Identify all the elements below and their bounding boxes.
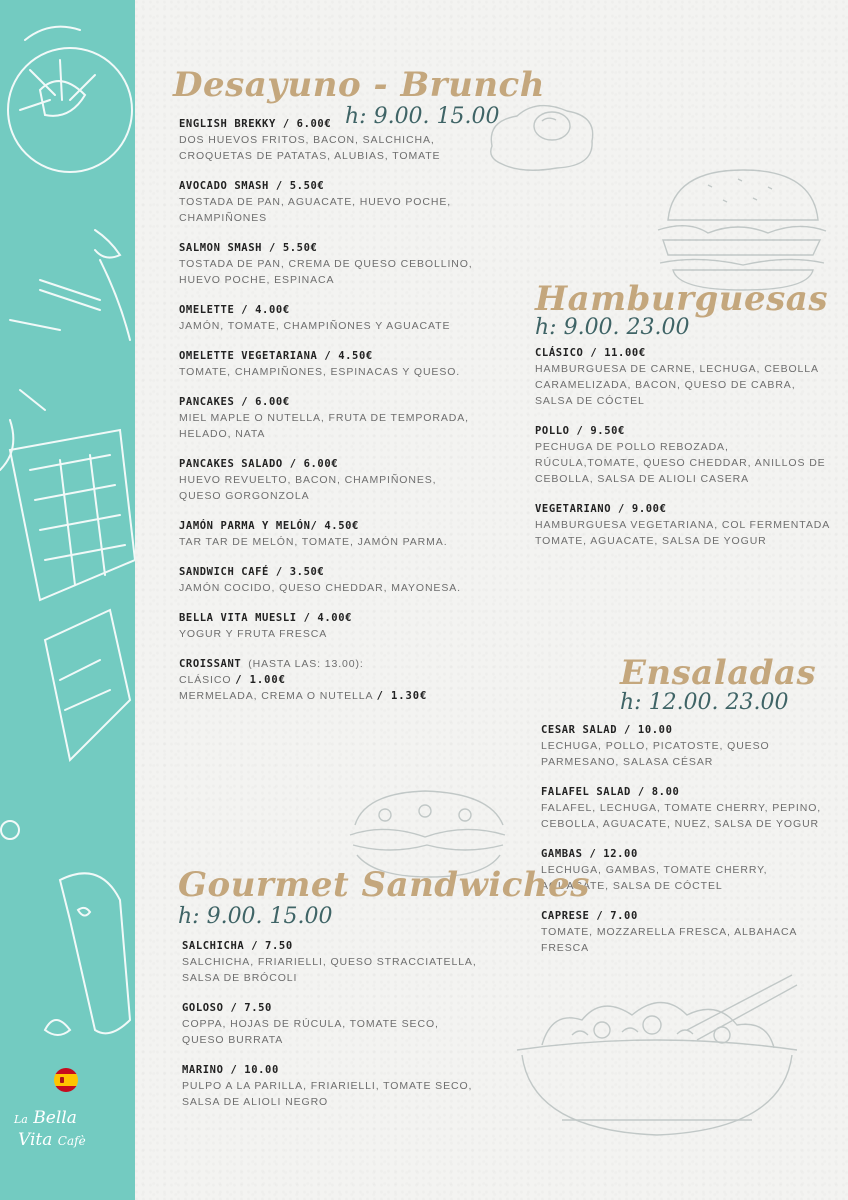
item-description: TOMATE, MOZZARELLA FRESCA, ALBAHACA FRESCA <box>541 926 797 954</box>
item-title: PANCAKES SALADO / 6.00€ <box>179 458 339 470</box>
item-description: TOSTADA DE PAN, CREMA DE QUESO CEBOLLINO, HUEVO POCHE, ESPINACA <box>179 258 473 286</box>
menu-item <box>179 394 479 442</box>
item-title: OMELETTE VEGETARIANA / 4.50€ <box>179 350 373 362</box>
menu-item <box>179 564 479 596</box>
item-title <box>179 656 479 672</box>
spain-flag-icon[interactable] <box>54 1068 78 1092</box>
item-title: CESAR SALAD / 10.00 <box>541 724 673 736</box>
menu-item <box>535 345 835 409</box>
logo-vita: Vita <box>18 1130 53 1150</box>
item-title: SALMON SMASH / 5.50€ <box>179 242 318 254</box>
menu-item <box>179 116 479 164</box>
menu-item <box>182 1062 482 1110</box>
item-title: VEGETARIANO / 9.00€ <box>535 503 667 515</box>
menu-item <box>182 938 482 986</box>
menu-item <box>541 722 831 770</box>
item-description: LECHUGA, GAMBAS, TOMATE CHERRY, AGUACATE, SALSA DE CÓCTEL <box>541 864 768 892</box>
sandwiches-title: Gourmet Sandwiches <box>178 865 590 905</box>
item-description: TOMATE, CHAMPIÑONES, ESPINACAS Y QUESO. <box>179 366 461 378</box>
croissant-title: CROISSANT <box>179 658 242 670</box>
croissant-line1: CLÁSICO <box>179 674 232 686</box>
item-description: SALCHICHA, FRIARIELLI, QUESO STRACCIATELLA, SALSA DE BRÓCOLI <box>182 956 477 984</box>
item-description: HAMBURGUESA VEGETARIANA, COL FERMENTADA TOMATE, AGUACATE, SALSA DE YOGUR <box>535 519 830 547</box>
menu-item <box>179 302 479 334</box>
item-title: CLÁSICO / 11.00€ <box>535 347 646 359</box>
item-title: SALCHICHA / 7.50 <box>182 940 293 952</box>
sandwiches-menu <box>182 938 482 1124</box>
croissant-price1: / 1.00€ <box>235 674 286 686</box>
item-description: COPPA, HOJAS DE RÚCULA, TOMATE SECO, QUESO BURRATA <box>182 1018 439 1046</box>
item-description: PULPO A LA PARILLA, FRIARIELLI, TOMATE SECO, SALSA DE ALIOLI NEGRO <box>182 1080 473 1108</box>
item-description: DOS HUEVOS FRITOS, BACON, SALCHICHA, CROQUETAS DE PATATAS, ALUBIAS, TOMATE <box>179 134 441 162</box>
menu-item <box>535 423 835 487</box>
item-description: TAR TAR DE MELÓN, TOMATE, JAMÓN PARMA. <box>179 536 448 548</box>
fried-egg-illustration <box>482 96 602 176</box>
salads-menu <box>541 722 831 970</box>
menu-item <box>179 610 479 642</box>
menu-item <box>179 178 479 226</box>
menu-item <box>541 784 831 832</box>
sandwiches-hours: h: 9.00. 15.00 <box>178 904 333 929</box>
burgers-title: Hamburguesas <box>535 279 828 319</box>
menu-item <box>182 1000 482 1048</box>
brunch-hours: h: 9.00. 15.00 <box>345 104 500 129</box>
menu-item <box>179 518 479 550</box>
menu-item-croissant <box>179 656 479 704</box>
item-description: TOSTADA DE PAN, AGUACATE, HUEVO POCHE, CHAMPIÑONES <box>179 196 452 224</box>
item-description: JAMÓN COCIDO, QUESO CHEDDAR, MAYONESA. <box>179 582 461 594</box>
item-title: BELLA VITA MUESLI / 4.00€ <box>179 612 353 624</box>
menu-item <box>535 501 835 549</box>
logo-la: La <box>14 1113 28 1126</box>
item-description <box>179 688 479 704</box>
food-doodle-illustration <box>0 0 135 1200</box>
item-description: HUEVO REVUELTO, BACON, CHAMPIÑONES, QUESO GORGONZOLA <box>179 474 437 502</box>
logo-bella: Bella <box>33 1108 77 1128</box>
croissant-note: (HASTA LAS: 13.00): <box>248 658 364 670</box>
menu-item <box>179 240 479 288</box>
menu-item <box>179 456 479 504</box>
logo-cafe: Cafè <box>57 1134 86 1148</box>
croissant-price2: / 1.30€ <box>376 690 428 702</box>
salads-title: Ensaladas <box>620 653 817 693</box>
item-title: GAMBAS / 12.00 <box>541 848 638 860</box>
burgers-menu <box>535 345 835 563</box>
item-title: MARINO / 10.00 <box>182 1064 279 1076</box>
salads-hours: h: 12.00. 23.00 <box>620 690 789 715</box>
sidebar <box>0 0 135 1200</box>
item-description: FALAFEL, LECHUGA, TOMATE CHERRY, PEPINO, CEBOLLA, AGUACATE, NUEZ, SALSA DE YOGUR <box>541 802 822 830</box>
burger-illustration <box>648 165 833 295</box>
item-description: JAMÓN, TOMATE, CHAMPIÑONES Y AGUACATE <box>179 320 451 332</box>
item-title: PANCAKES / 6.00€ <box>179 396 290 408</box>
item-title: GOLOSO / 7.50 <box>182 1002 272 1014</box>
item-title: JAMÓN PARMA Y MELÓN/ 4.50€ <box>179 520 359 532</box>
item-description: HAMBURGUESA DE CARNE, LECHUGA, CEBOLLA CARAMELIZADA, BACON, QUESO DE CABRA, SALSA DE CÓCTEL <box>535 363 819 407</box>
brunch-menu <box>179 116 479 718</box>
item-description: LECHUGA, POLLO, PICATOSTE, QUESO PARMESANO, SALASA CÉSAR <box>541 740 770 768</box>
menu-item <box>541 908 831 956</box>
salad-bowl-illustration <box>512 970 802 1145</box>
brunch-title: Desayuno - Brunch <box>173 65 545 105</box>
burgers-hours: h: 9.00. 23.00 <box>535 315 690 340</box>
item-title: CAPRESE / 7.00 <box>541 910 638 922</box>
item-title: ENGLISH BREKKY / 6.00€ <box>179 118 332 130</box>
item-description: YOGUR Y FRUTA FRESCA <box>179 628 328 640</box>
item-description: MIEL MAPLE O NUTELLA, FRUTA DE TEMPORADA, HELADO, NATA <box>179 412 469 440</box>
item-title: OMELETTE / 4.00€ <box>179 304 290 316</box>
item-description: PECHUGA DE POLLO REBOZADA, RÚCULA,TOMATE, QUESO CHEDDAR, ANILLOS DE CEBOLLA, SALSA DE ALIOLI CASERA <box>535 441 826 485</box>
item-description <box>179 672 479 688</box>
item-title: FALAFEL SALAD / 8.00 <box>541 786 680 798</box>
item-title: POLLO / 9.50€ <box>535 425 625 437</box>
item-title: SANDWICH CAFÉ / 3.50€ <box>179 566 325 578</box>
menu-item <box>179 348 479 380</box>
croissant-line2: MERMELADA, CREMA O NUTELLA <box>179 690 373 702</box>
item-title: AVOCADO SMASH / 5.50€ <box>179 180 325 192</box>
cafe-logo <box>14 1108 124 1151</box>
